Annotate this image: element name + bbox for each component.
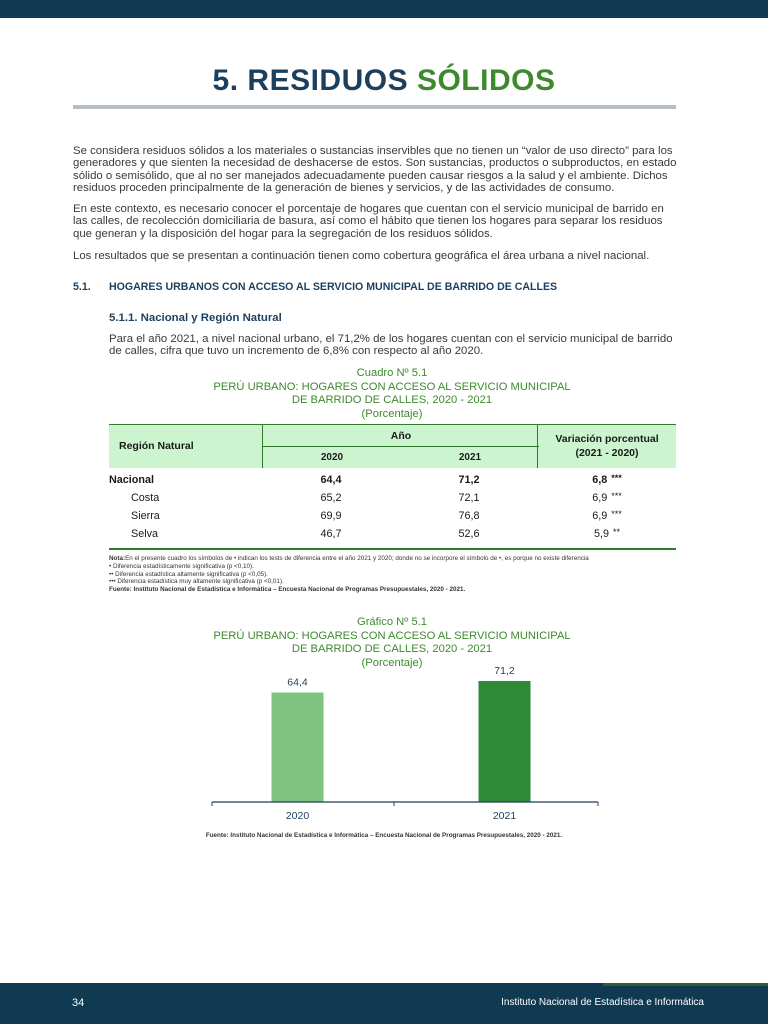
chart-caption-title-1: PERÚ URBANO: HOGARES CON ACCESO AL SERVICIO MUNICIPAL: [213, 629, 571, 642]
row-variation-value: 6,9: [592, 510, 608, 522]
page-title: [0, 64, 768, 98]
row-name: Selva: [131, 528, 159, 540]
row-variation: [538, 528, 676, 540]
header-variation: [538, 432, 676, 460]
footer-accent-line: [603, 983, 768, 986]
subsection-title: 5.1.1. Nacional y Región Natural: [109, 312, 282, 324]
bar-2020: [272, 693, 324, 802]
tick-label-2021: 2021: [492, 810, 517, 822]
row-name: Nacional: [109, 474, 155, 486]
row-2020: 64,4: [320, 474, 342, 486]
note-line-1: [109, 555, 679, 563]
note-line-2: • Diferencia estadísticamente significativa (p <0,10).: [109, 562, 254, 570]
title-word1: RESIDUOS: [247, 64, 409, 97]
section-number: 5.1.: [73, 281, 91, 293]
row-variation-value: 6,8: [592, 474, 608, 486]
title-number: 5.: [212, 64, 239, 97]
row-variation-value: 5,9: [593, 528, 609, 540]
note-text: En el presente cuadro los símbolos de • indican los tests de diferencia entre el año 2021 y 2020; donde no se incorpore el símbolo de •, es porque no existe diferencia: [125, 555, 589, 562]
title-divider: [73, 105, 676, 109]
row-variation: [538, 510, 676, 522]
note-line-3: •• Diferencia estadística altamente significativa (p <0,05).: [109, 570, 268, 578]
bar-chart: [200, 664, 610, 826]
note-label: Nota:: [109, 555, 126, 562]
chart-caption-title-2: DE BARRIDO DE CALLES, 2020 - 2021: [291, 643, 493, 655]
intro-paragraph-2: En este contexto, es necesario conocer el porcentaje de hogares que cuentan con el servicio municipal de barrido en las calles, de recolección domiciliaria de basura, así como el hábito que tienen los hogares para separar los residuos que generan y la disposición del hogar para la segregación de los residuos sólidos.: [73, 203, 664, 240]
row-significance: **: [613, 527, 621, 537]
row-2021: 52,6: [458, 528, 480, 540]
chart-caption-number: Gráfico Nº 5.1: [357, 616, 427, 628]
row-2020: 46,7: [320, 528, 342, 540]
row-significance: ***: [611, 491, 622, 501]
header-year-group: [262, 425, 538, 468]
data-label-2020: 64,4: [287, 676, 308, 689]
row-significance: ***: [611, 473, 622, 483]
footer-institution: Instituto Nacional de Estadística e Informática: [501, 997, 704, 1008]
table-row: [109, 474, 676, 490]
intro-paragraph-3: Los resultados que se presentan a continuación tienen como cobertura geográfica el área urbana a nivel nacional.: [73, 250, 650, 262]
header-region: Región Natural: [119, 440, 194, 452]
table-header: [109, 424, 676, 468]
row-2021: 72,1: [458, 492, 480, 504]
row-variation: [538, 492, 676, 504]
row-2021: 71,2: [458, 474, 480, 486]
data-label-2021: 71,2: [494, 664, 515, 677]
chart-caption-unit: (Porcentaje): [361, 656, 423, 669]
header-2020: 2020: [320, 452, 344, 463]
row-variation: [538, 474, 676, 486]
row-2020: 65,2: [320, 492, 342, 504]
table-caption-title-2: DE BARRIDO DE CALLES, 2020 - 2021: [291, 394, 493, 406]
table-source: Fuente: Instituto Nacional de Estadística e Informática – Encuesta Nacional de Programas Presupuestales, 2020 - 2021.: [109, 586, 466, 594]
header-2021: 2021: [458, 452, 482, 463]
row-name: Costa: [131, 492, 160, 504]
table-row: [109, 528, 676, 544]
table-caption-title-1: PERÚ URBANO: HOGARES CON ACCESO AL SERVICIO MUNICIPAL: [213, 380, 571, 393]
tick-label-2020: 2020: [285, 810, 310, 822]
header-year: Año: [390, 430, 412, 442]
table-row: [109, 492, 676, 508]
footer-bar: [0, 983, 768, 1024]
table-bottom-rule: [109, 548, 676, 550]
row-name: Sierra: [131, 510, 160, 522]
table-caption-unit: (Porcentaje): [361, 407, 423, 420]
table-caption: [109, 367, 675, 421]
page-number: 34: [72, 997, 85, 1009]
bar-2021: [479, 681, 531, 802]
table-row: [109, 510, 676, 526]
intro-paragraph-1: Se considera residuos sólidos a los materiales o sustancias inservibles que no tienen un “valor de uso directo” para los generadores y que sienten la necesidad de deshacerse de estos. Son sustancias, productos o subproductos, en estado sólido o semisólido, que al no ser manejados adecuadamente pueden causar riesgos a la salud y el ambiente. Dichos residuos proceden principalmente de la generación de bienes y servicios, y de las actividades de consumo.: [73, 145, 677, 195]
section-paragraph: Para el año 2021, a nivel nacional urbano, el 71,2% de los hogares cuentan con el servicio municipal de barrido de calles, cifra que tuvo un incremento de 6,8% con respecto al año 2020.: [109, 333, 673, 358]
header-variation-range: (2021 - 2020): [575, 447, 639, 459]
table-caption-number: Cuadro Nº 5.1: [356, 367, 428, 379]
top-bar: [0, 0, 768, 18]
header-variation-label: Variación porcentual: [555, 433, 659, 445]
note-line-4: ••• Diferencia estadística muy altamente significativa (p <0,01).: [109, 578, 284, 586]
title-word2: SÓLIDOS: [416, 64, 556, 97]
row-2020: 69,9: [320, 510, 342, 522]
row-2021: 76,8: [458, 510, 480, 522]
header-year-divider: [263, 446, 539, 447]
chart-source: Fuente: Instituto Nacional de Estadística e Informática – Encuesta Nacional de Programas Presupuestales, 2020 - 2021.: [205, 832, 563, 839]
section-title: HOGARES URBANOS CON ACCESO AL SERVICIO MUNICIPAL DE BARRIDO DE CALLES: [109, 281, 558, 293]
row-variation-value: 6,9: [592, 492, 608, 504]
chart-caption: [109, 616, 675, 670]
table-note: [109, 555, 679, 594]
row-significance: ***: [611, 509, 622, 519]
